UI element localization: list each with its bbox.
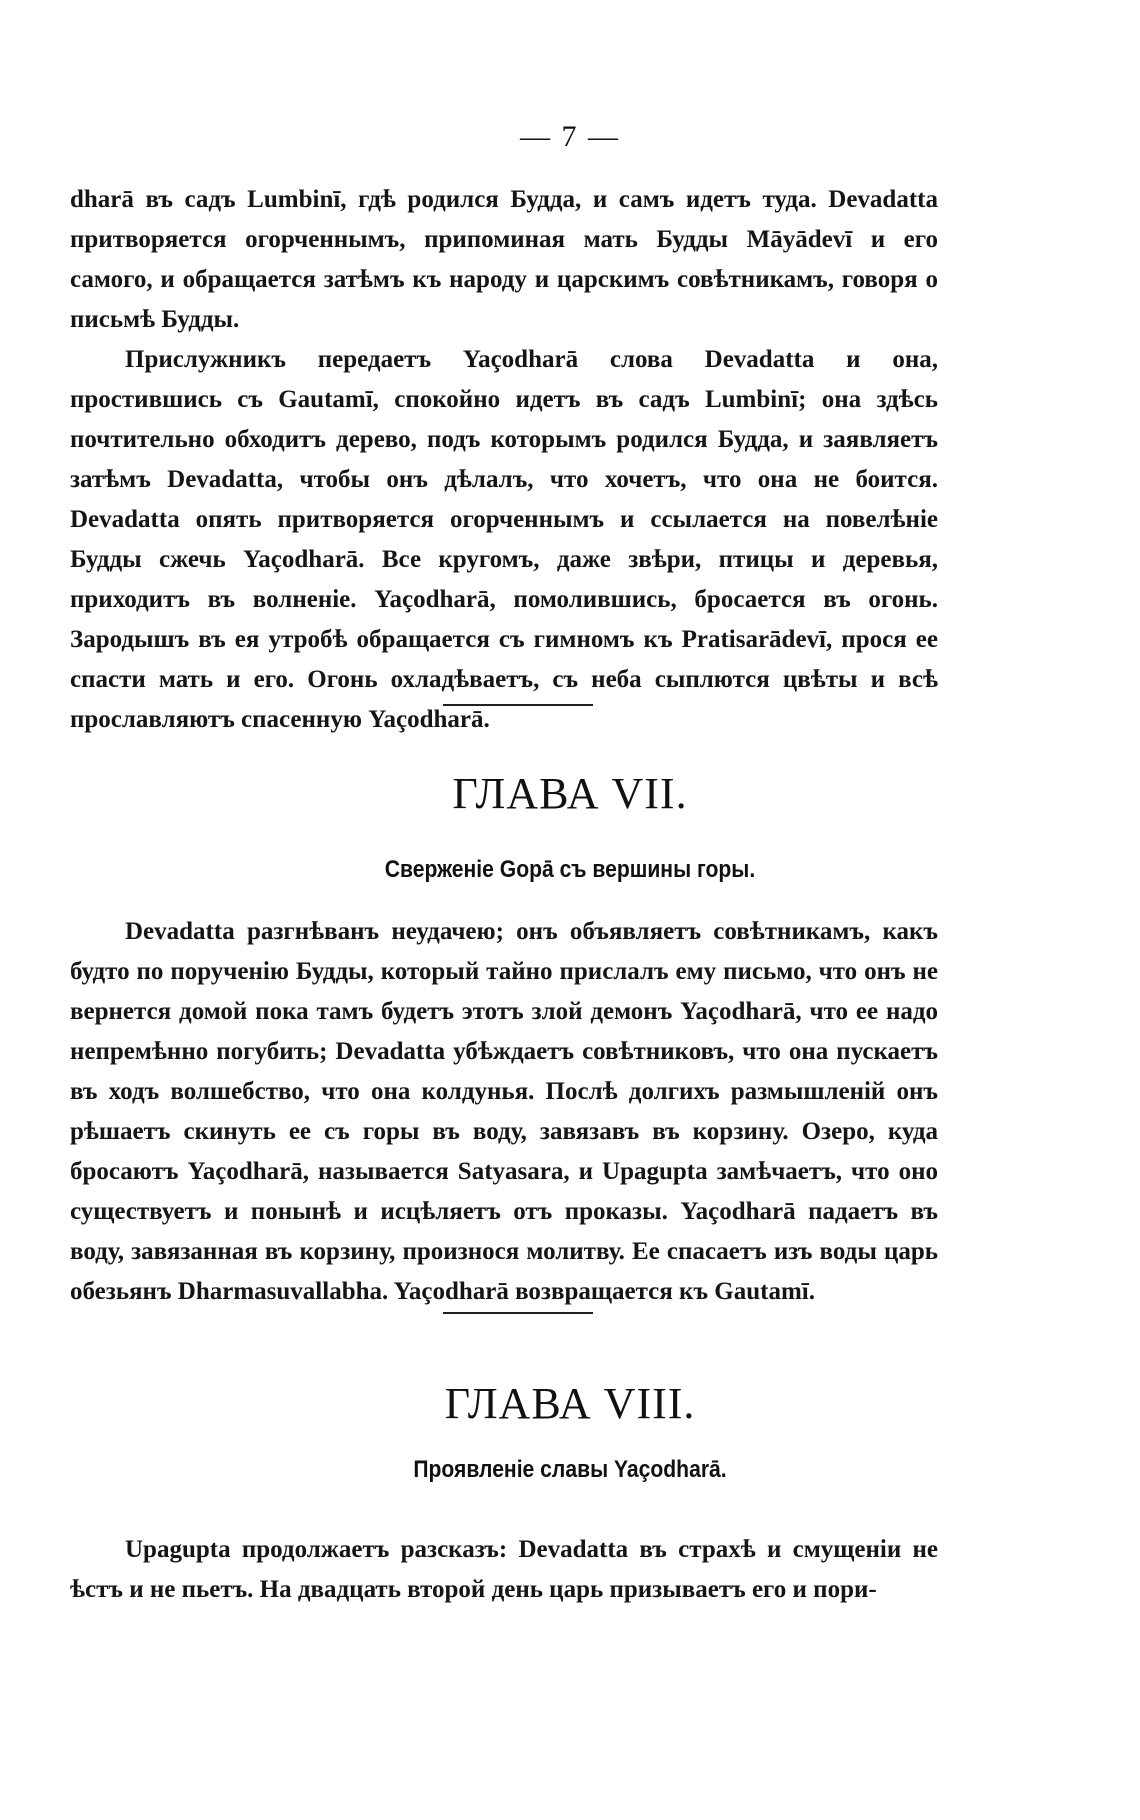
section-divider — [443, 704, 593, 706]
paragraph-continuation: dharā въ садъ Lumbinī, гдѣ родился Будда, и самъ идетъ туда. Devadatta притворяется огорченнымъ, припоминая мать Будды Māyādevī и его самого, и обращается затѣмъ къ народу и царскимъ совѣтникамъ, говоря о письмѣ Будды. — [70, 186, 938, 333]
chapter-8-subtitle: Проявленіе славы Yaçodharā. — [413, 1456, 727, 1483]
chapter-7-text — [70, 912, 938, 1312]
chapter-7-title: ГЛАВА VII. — [452, 769, 688, 818]
chapter-8-text — [70, 1530, 938, 1610]
paragraph: Прислужникъ передаетъ Yaçodharā слова Devadatta и она, простившись съ Gautamī, спокойно идетъ въ садъ Lumbinī; она здѣсь почтительно обходитъ дерево, подъ которымъ родился Будда, и заявляетъ затѣмъ Devadatta, чтобы онъ дѣлалъ, что хочетъ, что она не боится. Devadatta опять притворяется огорченнымъ и ссылается на повелѣніе Будды сжечь Yaçodharā. Все кругомъ, даже звѣри, птицы и деревья, приходитъ въ волненіе. Yaçodharā, помолившись, бросается въ огонь. Зародышъ въ ея утробѣ обращается съ гимномъ къ Pratisarādevī, прося ее спасти мать и его. Огонь охладѣваетъ, съ неба сыплются цвѣты и всѣ прославляютъ спасенную Yaçodharā. — [70, 346, 938, 733]
page-number: — 7 — — [520, 120, 620, 153]
paragraph: Upagupta продолжаетъ разсказъ: Devadatta въ страхѣ и смущеніи не ѣстъ и не пьетъ. На двадцать второй день царь призываетъ его и пори- — [70, 1536, 938, 1603]
chapter-8-title: ГЛАВА VIII. — [444, 1379, 696, 1428]
paragraph: Devadatta разгнѣванъ неудачею; онъ объявляетъ совѣтникамъ, какъ будто по порученію Будды, который тайно прислалъ ему письмо, что онъ не вернется домой пока тамъ будетъ этотъ злой демонъ Yaçodharā, что ее надо непремѣнно погубить; Devadatta убѣждаетъ совѣтниковъ, что она пускаетъ въ ходъ волшебство, что она колдунья. Послѣ долгихъ размышленій онъ рѣшаетъ скинуть ее съ горы въ воду, завязавъ въ корзину. Озеро, куда бросаютъ Yaçodharā, называется Satyasara, и Upagupta замѣчаетъ, что оно существуетъ и понынѣ и исцѣляетъ отъ проказы. Yaçodharā падаетъ въ воду, завязанная въ корзину, произнося молитву. Ее спасаетъ изъ воды царь обезьянъ Dharmasuvallabha. Yaçodharā возвращается къ Gautamī. — [70, 918, 938, 1305]
section-divider — [443, 1312, 593, 1314]
previous-chapter-text — [70, 180, 938, 740]
chapter-7-subtitle: Сверженіе Gopā съ вершины горы. — [384, 856, 756, 883]
